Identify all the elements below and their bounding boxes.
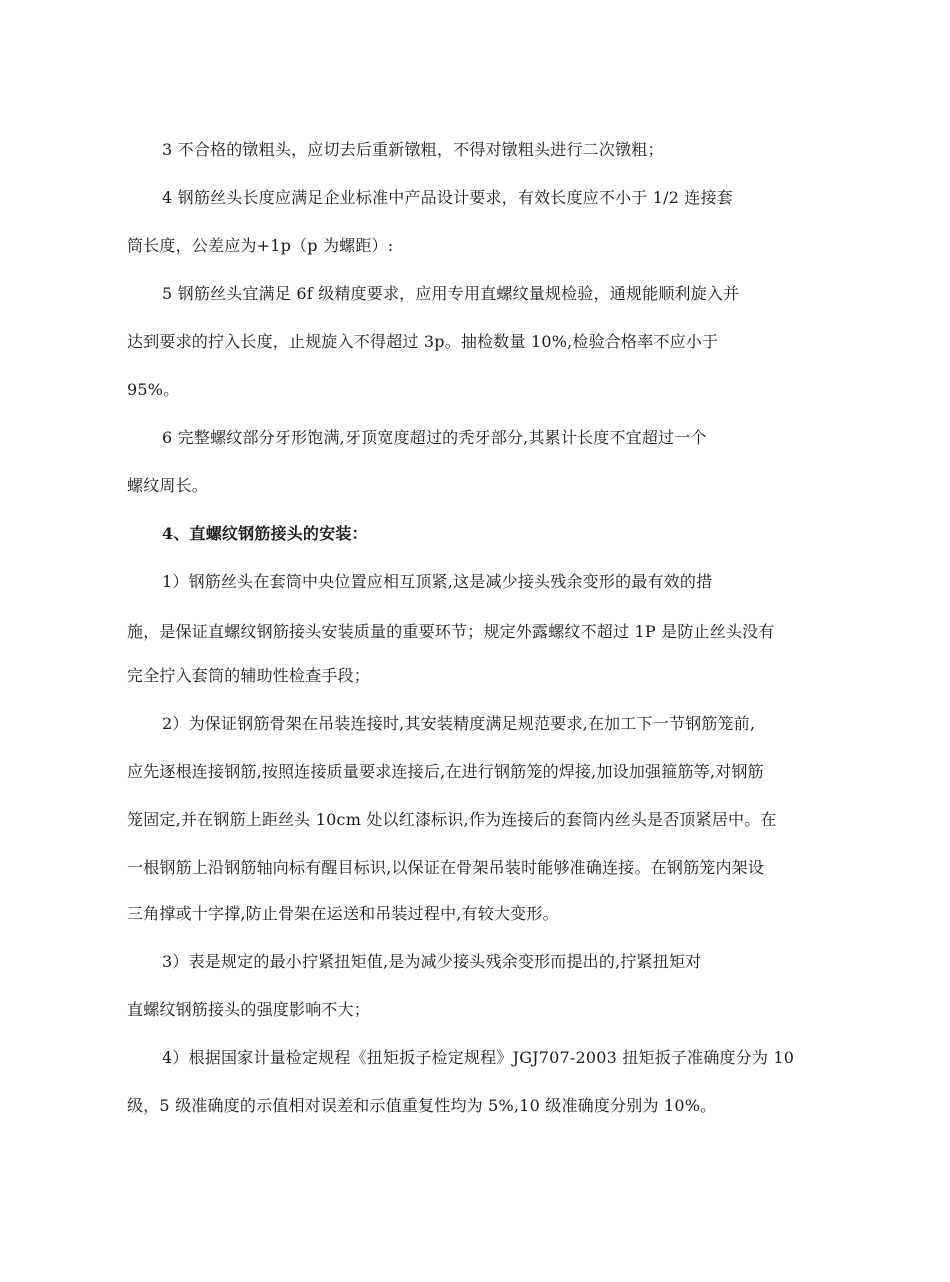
section-heading: 4、直螺纹钢筋接头的安装： xyxy=(162,524,368,543)
item-1-line-3: 完全拧入套筒的辅助性检查手段； xyxy=(127,666,371,685)
paragraph-5-line-2: 达到要求的拧入长度，止规旋入不得超过 3p。抽检数量 10%,检验合格率不应小于 xyxy=(127,332,719,351)
item-2-line-2: 应先逐根连接钢筋,按照连接质量要求连接后,在进行钢筋笼的焊接,加设加强箍筋等,对钢筋 xyxy=(127,762,764,781)
item-2-line-3: 笼固定,并在钢筋上距丝头 10cm 处以红漆标识,作为连接后的套筒内丝头是否顶紧居中。在 xyxy=(127,810,777,829)
paragraph-6-line-1: 6 完整螺纹部分牙形饱满,牙顶宽度超过的秃牙部分,其累计长度不宜超过一个 xyxy=(162,428,707,447)
item-3-line-1: 3）表是规定的最小拧紧扭矩值,是为减少接头残余变形而提出的,拧紧扭矩对 xyxy=(162,952,702,971)
item-2-line-1: 2）为保证钢筋骨架在吊装连接时,其安装精度满足规范要求,在加工下一节钢筋笼前, xyxy=(162,714,756,733)
paragraph-4-line-2: 筒长度，公差应为+1p（p 为螺距）: xyxy=(127,236,394,255)
item-4-line-2: 级，5 级准确度的示值相对误差和示值重复性均为 5%,10 级准确度分别为 10%。 xyxy=(127,1096,717,1115)
item-4-line-1: 4）根据国家计量检定规程《扭矩扳子检定规程》JGJ707-2003 扭矩扳子准确度分为 10 xyxy=(162,1048,795,1067)
item-2-line-4: 一根钢筋上沿钢筋轴向标有醒目标识,以保证在骨架吊装时能够准确连接。在钢筋笼内架设 xyxy=(127,858,765,877)
item-1-line-1: 1）钢筋丝头在套筒中央位置应相互顶紧,这是减少接头残余变形的最有效的措 xyxy=(162,572,713,591)
paragraph-6-line-2: 螺纹周长。 xyxy=(127,476,209,495)
paragraph-4-line-1: 4 钢筋丝头长度应满足企业标准中产品设计要求，有效长度应不小于 1/2 连接套 xyxy=(162,188,733,207)
paragraph-5-line-3: 95%。 xyxy=(127,380,180,399)
item-3-line-2: 直螺纹钢筋接头的强度影响不大； xyxy=(127,1000,371,1019)
paragraph-5-line-1: 5 钢筋丝头宜满足 6f 级精度要求，应用专用直螺纹量规检验，通规能顺利旋入并 xyxy=(162,284,740,303)
item-2-line-5: 三角撑或十字撑,防止骨架在运送和吊装过程中,有较大变形。 xyxy=(127,904,559,923)
paragraph-3-line-1: 3 不合格的镦粗头，应切去后重新镦粗，不得对镦粗头进行二次镦粗； xyxy=(162,140,664,159)
item-1-line-2: 施，是保证直螺纹钢筋接头安装质量的重要环节；规定外露螺纹不超过 1P 是防止丝头没有 xyxy=(127,622,775,641)
